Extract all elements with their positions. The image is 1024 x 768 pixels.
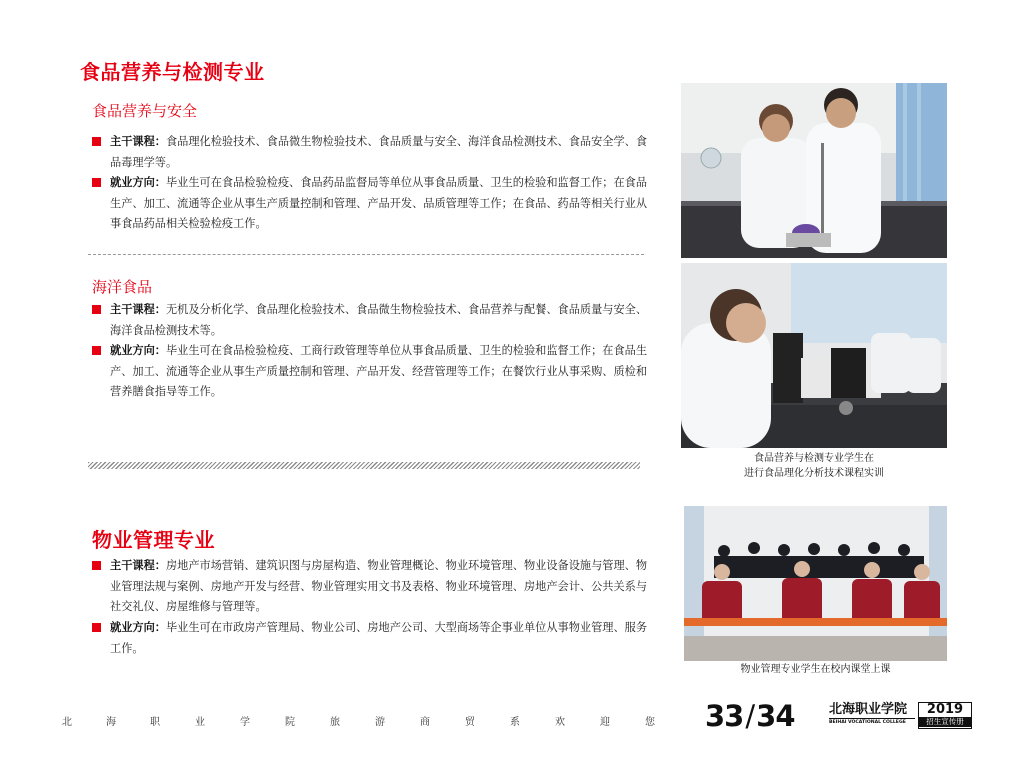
subsection-title-food-safety: 食品营养与安全 xyxy=(92,102,198,120)
item-text: 食品理化检验技术、食品微生物检验技术、食品质量与安全、海洋食品检测技术、食品安全学、食品毒理学等。 xyxy=(110,135,648,169)
item-label: 主干课程 xyxy=(110,303,155,316)
photo-caption-classroom: 物业管理专业学生在校内课堂上课 xyxy=(740,664,891,675)
year-badge xyxy=(918,702,972,729)
microscope-photo-students xyxy=(681,263,947,448)
slogan-char: 您 xyxy=(645,717,655,728)
slogan-char: 商 xyxy=(420,717,430,728)
item-label: 就业方向 xyxy=(110,176,155,189)
slogan-char: 院 xyxy=(285,717,295,728)
item-label: 就业方向 xyxy=(110,344,155,357)
slogan-char: 学 xyxy=(240,717,250,728)
item-text: 毕业生可在食品检验检疫、食品药品监督局等单位从事食品质量、卫生的检验和监督工作；在食品生产、加工、流通等企业从事生产质量控制和管理、产品开发、品质管理等工作；在食品、药品等相关行业从事食品药品相关检验检疫工作。 xyxy=(110,176,648,230)
section-title-property-management: 物业管理专业 xyxy=(92,528,215,552)
caption-line: 食品营养与检测专业学生在 xyxy=(754,453,874,464)
bullet-square-icon xyxy=(92,561,101,570)
bullet-square-icon xyxy=(92,623,101,632)
slogan-char: 北 xyxy=(62,717,72,728)
item-label-sep: ： xyxy=(154,344,166,357)
item-label-sep: ： xyxy=(154,176,166,189)
item-label-sep: ： xyxy=(154,135,166,148)
list-item xyxy=(92,341,648,403)
subsection-title-marine-food: 海洋食品 xyxy=(92,278,153,296)
slogan-char: 职 xyxy=(150,717,160,728)
list-item xyxy=(92,618,648,659)
slogan-char: 贸 xyxy=(465,717,475,728)
brochure-label: 招生宣传册 xyxy=(919,717,971,727)
college-name-cn: 北海职业学院 xyxy=(829,702,908,717)
slogan-char: 系 xyxy=(510,717,520,728)
list-item xyxy=(92,300,648,341)
list-item xyxy=(92,173,648,235)
section-title-food-nutrition: 食品营养与检测专业 xyxy=(80,60,265,84)
item-text: 毕业生可在食品检验检疫、工商行政管理等单位从事食品质量、卫生的检验和监督工作；在食品生产、加工、流通等企业从事生产质量控制和管理、产品开发、经营管理等工作；在餐饮行业从事采购、质检和营养膳食指导等工作。 xyxy=(110,344,648,398)
slogan-char: 业 xyxy=(195,717,205,728)
bullet-square-icon xyxy=(92,305,101,314)
page-number xyxy=(705,699,795,733)
section-divider-hatched xyxy=(88,462,640,469)
item-text: 无机及分析化学、食品理化检验技术、食品微生物检验技术、食品营养与配餐、食品质量与安全、海洋食品检测技术等。 xyxy=(110,303,648,337)
slogan-char: 欢 xyxy=(555,717,565,728)
slogan-char: 旅 xyxy=(330,717,340,728)
slogan-char: 游 xyxy=(375,717,385,728)
item-label: 主干课程 xyxy=(110,135,155,148)
slogan-char: 迎 xyxy=(600,717,610,728)
item-label: 主干课程 xyxy=(110,559,155,572)
photo-caption-lab xyxy=(681,451,947,481)
lab-photo-students xyxy=(681,83,947,258)
slogan-char: 海 xyxy=(106,717,116,728)
classroom-photo-students xyxy=(684,506,947,661)
item-label-sep: ： xyxy=(154,303,166,316)
college-name-en: BEIHAI VOCATIONAL COLLEGE xyxy=(829,718,915,727)
page-number-slash: / xyxy=(745,699,755,733)
item-text: 房地产市场营销、建筑识图与房屋构造、物业管理概论、物业环境管理、物业设备设施与管理、物业管理法规与案例、房地产开发与经营、物业管理实用文书及表格、物业环境管理、房地产会计、公共关系与社交礼仪、房屋维修与管理等。 xyxy=(110,559,648,613)
year-text: 2019 xyxy=(926,702,964,717)
page-number-right: 34 xyxy=(756,699,795,733)
item-text: 毕业生可在市政房产管理局、物业公司、房地产公司、大型商场等企事业单位从事物业管理、服务工作。 xyxy=(110,621,648,655)
caption-line: 进行食品理化分析技术课程实训 xyxy=(744,468,884,479)
list-item xyxy=(92,556,648,618)
page-number-left: 33 xyxy=(705,699,744,733)
list-item xyxy=(92,132,648,173)
bullet-square-icon xyxy=(92,137,101,146)
item-label: 就业方向 xyxy=(110,621,155,634)
college-logo xyxy=(829,702,915,728)
item-label-sep: ： xyxy=(154,559,166,572)
section-divider-dashed xyxy=(88,254,644,255)
bullet-square-icon xyxy=(92,178,101,187)
item-label-sep: ： xyxy=(154,621,166,634)
bullet-square-icon xyxy=(92,346,101,355)
